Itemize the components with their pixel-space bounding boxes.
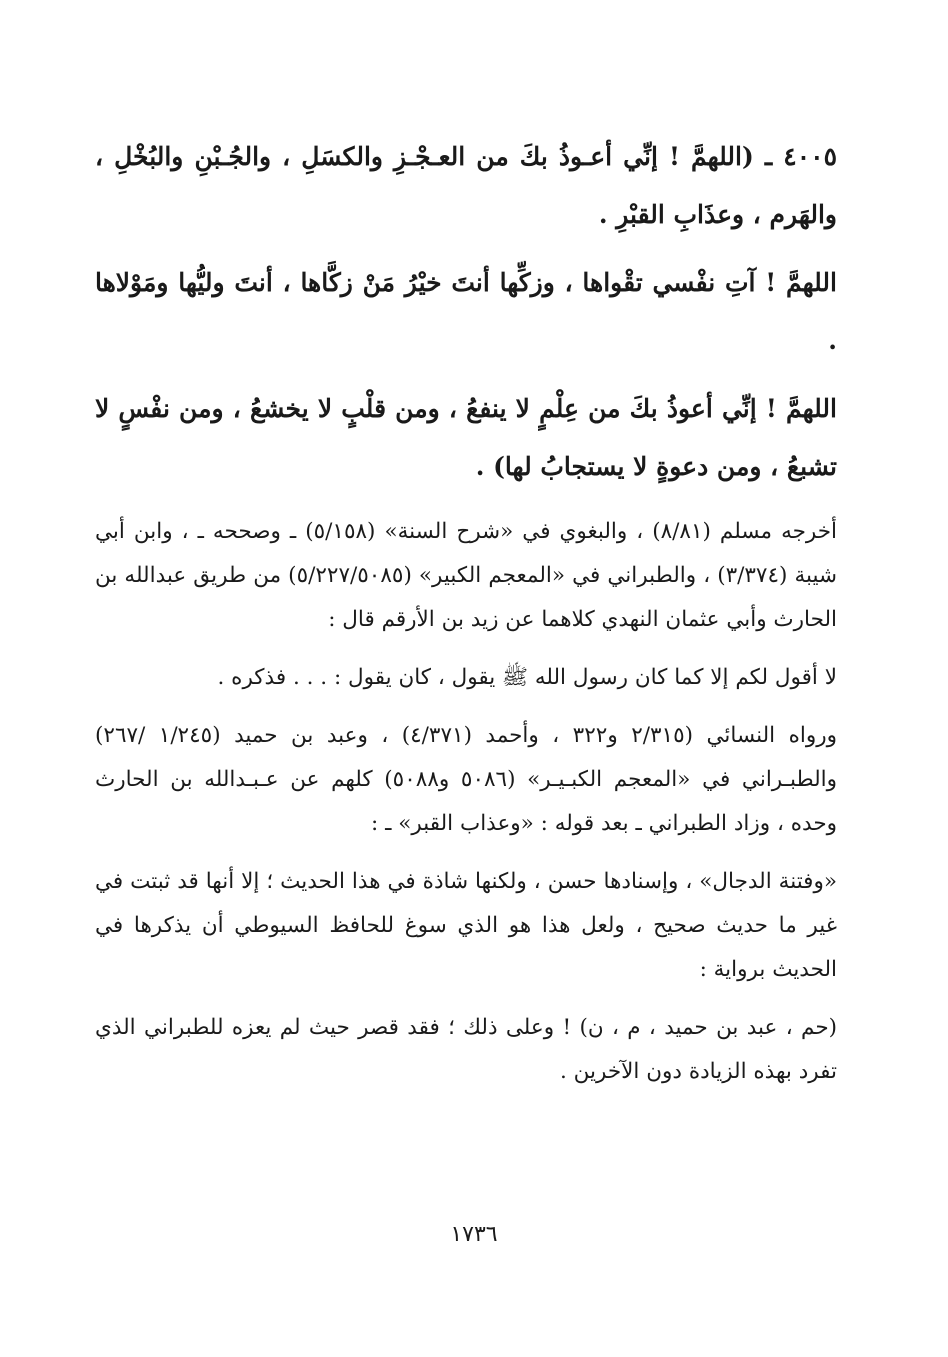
page-body [95,128,837,1094]
hadith-paragraph-3: اللهمَّ ! إنِّي أعوذُ بكَ من عِلْمٍ لا ينفعُ ، ومن قلْبٍ لا يخشعُ ، ومن نفْسٍ لا تشبعُ ، ومن دعوةٍ لا يستجابُ لها) . [95,394,837,481]
commentary [95,510,837,1094]
commentary-paragraph-1: أخرجه مسلم (٨/٨١) ، والبغوي في «شرح السنة» (٥/١٥٨) ـ وصححه ـ ، وابن أبي شيبة (٣/٣٧٤) ، والطبراني في «المعجم الكبير» (٥/٢٢٧/٥٠٨٥) من طريق عبدالله بن الحارث وأبي عثمان النهدي كلاهما عن زيد بن الأرقم قال : [95,519,838,632]
commentary-paragraph-2: لا أقول لكم إلا كما كان رسول الله ﷺ يقول ، كان يقول : . . . فذكره . [217,665,837,690]
hadith-paragraph-1: ٤٠٠٥ ـ (اللهمَّ ! إنِّي أعـوذُ بكَ من العـجْـزِ والكسَلِ ، والجُـبْنِ والبُخْلِ ، والهَرم ، وعذَابِ القبْرِ . [95,142,837,229]
commentary-paragraph-4: «وفتنة الدجال» ، وإسنادها حسن ، ولكنها شاذة في هذا الحديث ؛ إلا أنها قد ثبتت في غير ما حديث صحيح ، ولعل هذا هو الذي سوغ للحافظ السيوطي أن يذكرها في الحديث برواية : [95,869,837,982]
hadith-paragraph-2: اللهمَّ ! آتِ نفْسي تقْواها ، وزكِّها أنتَ خيْرُ مَنْ زكَّاها ، أنتَ وليُّها ومَوْلاها . [95,268,837,355]
page-number: ١٧٣٦ [450,1222,498,1247]
hadith-text [95,128,837,496]
commentary-paragraph-3: ورواه النسائي (٢/٣١٥ و٣٢٢ ، وأحمد (٤/٣٧١) ، وعبد بن حميد (١/٢٤٥ /٢٦٧) والطبـراني في «المعجم الكبـيـر» (٥٠٨٦ و٥٠٨٨) كلهم عن عـبـدالله بن الحارث وحده ، وزاد الطبراني ـ بعد قوله : «وعذاب القبر» ـ : [95,723,837,836]
commentary-paragraph-5: (حم ، عبد بن حميد ، م ، ن) ! وعلى ذلك ؛ فقد قصر حيث لم يعزه للطبراني الذي تفرد بهذه الزيادة دون الآخرين . [95,1015,837,1084]
